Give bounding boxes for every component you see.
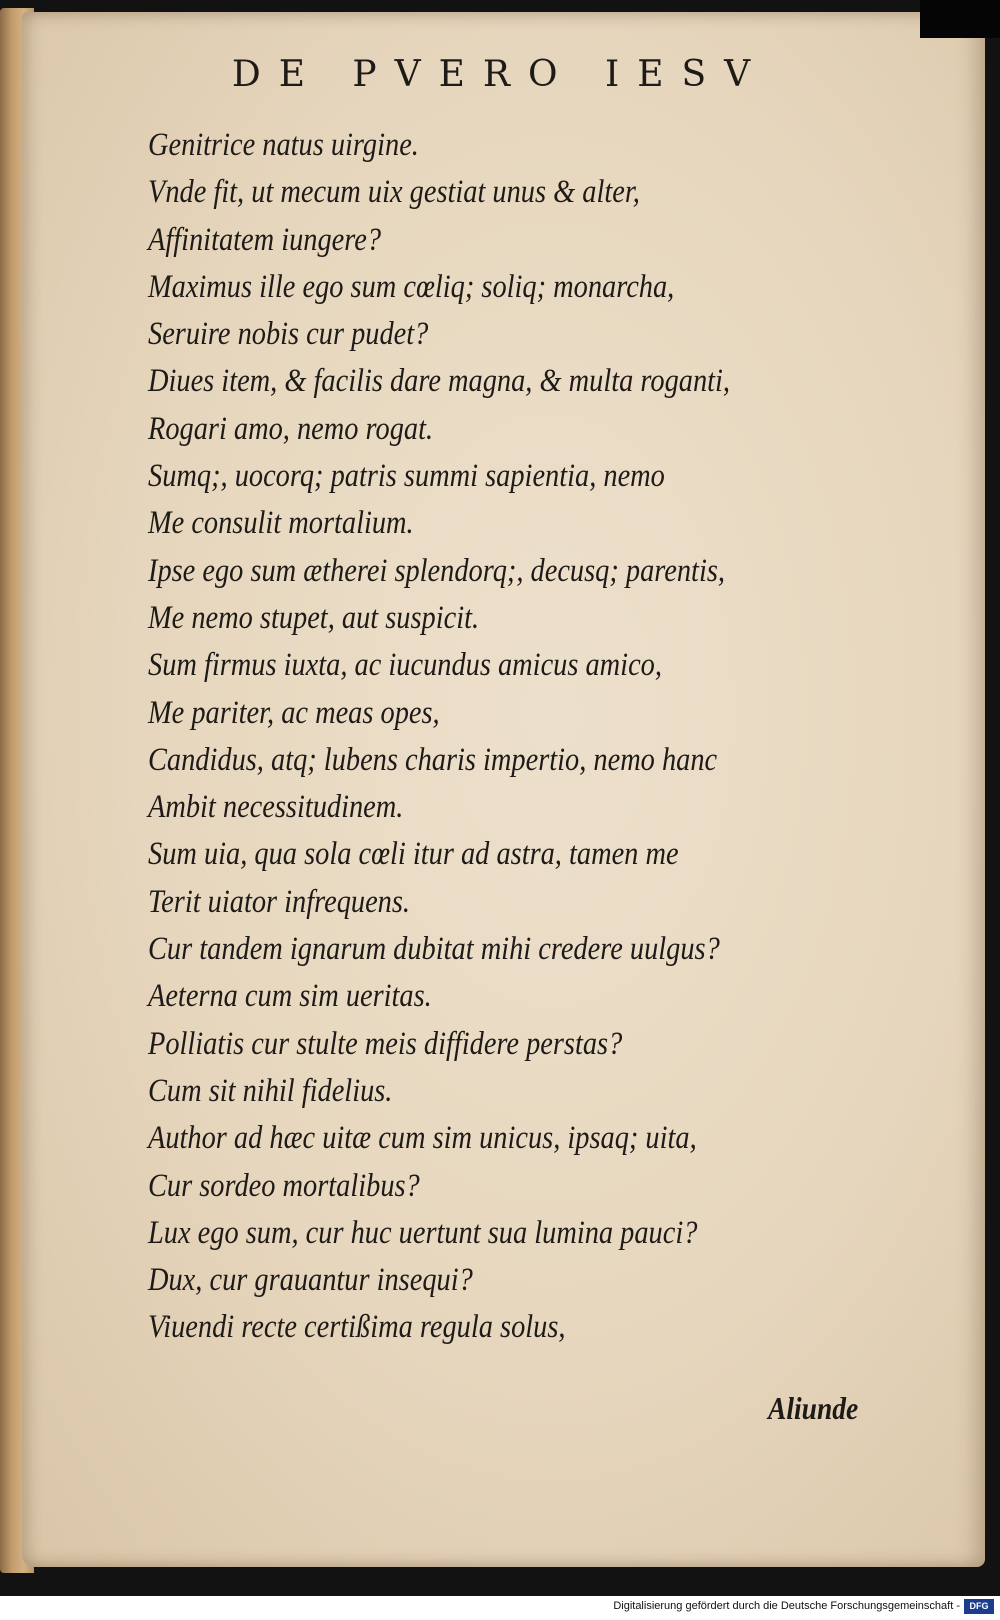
verse-line: Me pariter, ac meas opes, xyxy=(148,694,440,731)
verse-line: Sumq;, uocorq; patris summi sapientia, nemo xyxy=(148,458,665,495)
scan-corner xyxy=(920,0,1000,38)
verse-line: Cur sordeo mortalibus? xyxy=(148,1167,420,1204)
verse-line: Polliatis cur stulte meis diffidere perstas? xyxy=(148,1025,623,1062)
running-head: DE PVERO IESV xyxy=(231,54,769,95)
verse-line: Diues item, & facilis dare magna, & multa roganti, xyxy=(148,363,731,400)
verse-line: Ambit necessitudinem. xyxy=(148,789,404,826)
verse-line: Me nemo stupet, aut suspicit. xyxy=(148,599,480,636)
verse-line: Sum firmus iuxta, ac iucundus amicus amico, xyxy=(148,647,662,684)
verse-line: Dux, cur grauantur insequi? xyxy=(148,1262,473,1299)
verse-line: Cum sit nihil fidelius. xyxy=(148,1072,393,1109)
verse-line: Author ad hæc uitæ cum sim unicus, ipsaq; uita, xyxy=(148,1120,697,1157)
catchword: Aliunde xyxy=(768,1390,859,1426)
verse-line: Vnde fit, ut mecum uix gestiat unus & alter, xyxy=(148,174,640,211)
verse-line: Lux ego sum, cur huc uertunt sua lumina pauci? xyxy=(148,1214,698,1251)
verse-line: Sum uia, qua sola cœli itur ad astra, tamen me xyxy=(148,836,679,873)
verse-line: Seruire nobis cur pudet? xyxy=(148,316,429,353)
footer-credit: Digitalisierung gefördert durch die Deutsche Forschungsgemeinschaft - xyxy=(613,1600,960,1612)
dfg-logo: DFG xyxy=(964,1599,994,1614)
verse-line: Me consulit mortalium. xyxy=(148,505,414,542)
verse-line: Terit uiator infrequens. xyxy=(148,883,411,920)
verse-line: Genitrice natus uirgine. xyxy=(148,127,419,163)
verse-line: Viuendi recte certißima regula solus, xyxy=(148,1309,566,1346)
verse-line: Affinitatem iungere? xyxy=(148,221,382,258)
verse-line: Rogari amo, nemo rogat. xyxy=(148,410,434,447)
verse-line: Candidus, atq; lubens charis impertio, nemo hanc xyxy=(148,741,718,778)
verse-line: Ipse ego sum ætherei splendorq;, decusq; parentis, xyxy=(148,552,725,589)
verse-line: Maximus ille ego sum cœliq; soliq; monarcha, xyxy=(148,268,675,305)
verse-block xyxy=(148,122,938,1352)
verse-line: Cur tandem ignarum dubitat mihi credere uulgus? xyxy=(148,931,720,968)
verse-line: Aeterna cum sim ueritas. xyxy=(148,978,432,1015)
